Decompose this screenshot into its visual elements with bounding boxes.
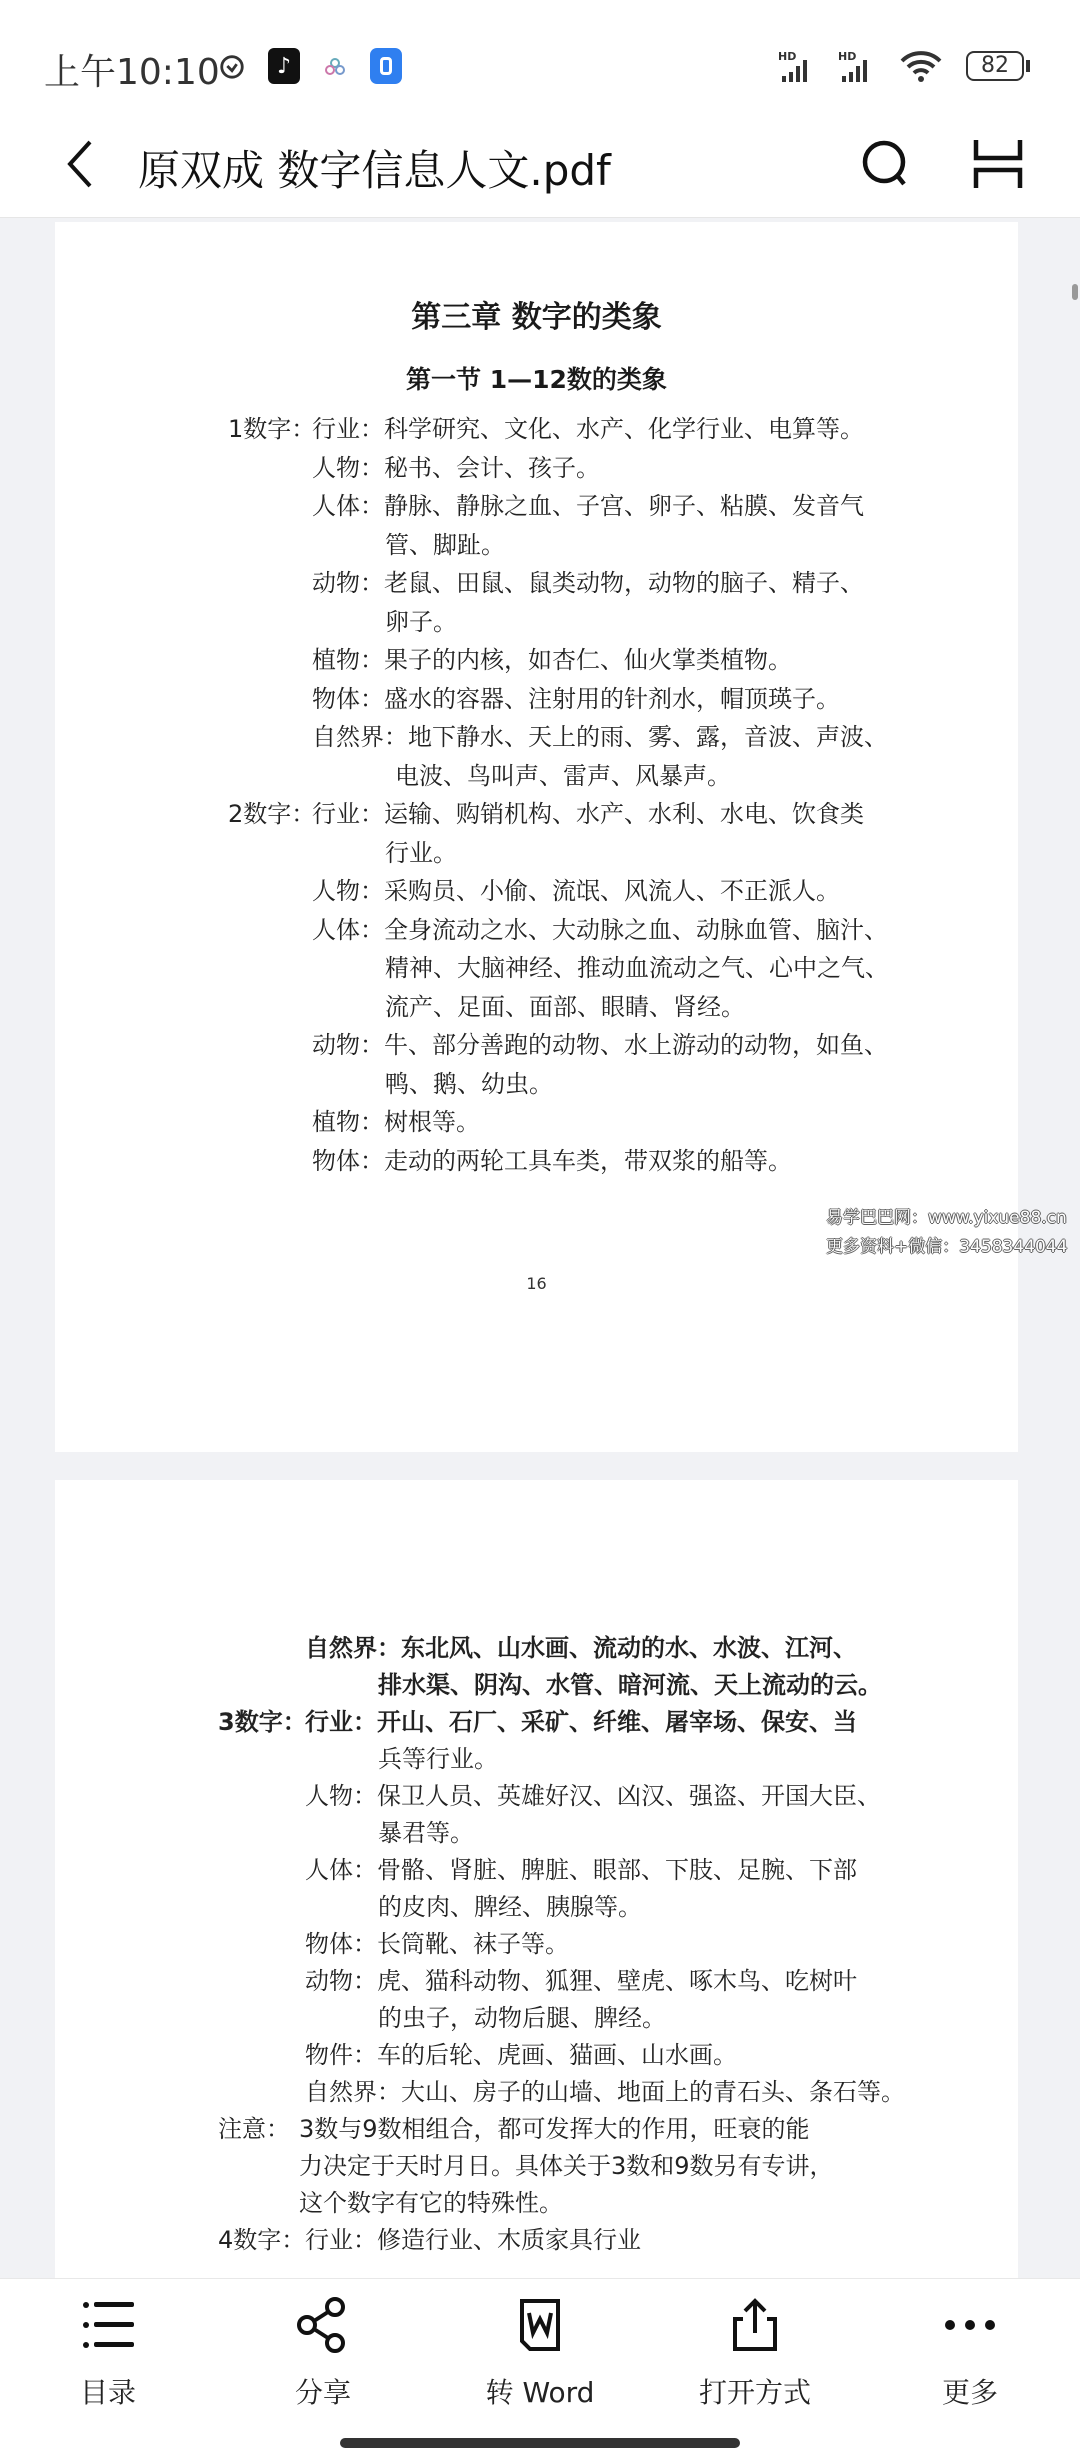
- word-convert-icon: [512, 2297, 568, 2353]
- line-text: 电波、鸟叫声、雷声、风暴声。: [395, 761, 731, 790]
- line-text: 虎、猫科动物、狐狸、壁虎、啄木鸟、吃树叶: [377, 1967, 857, 1995]
- category-label: 物体：: [312, 1146, 384, 1175]
- line-text: 长筒靴、袜子等。: [377, 1930, 569, 1958]
- text-line: [218, 1852, 905, 1889]
- category-label: 动物：: [312, 1031, 384, 1059]
- pdf-page-16: [55, 222, 1018, 1452]
- line-text: 卵子。: [385, 607, 457, 636]
- line-text: 老鼠、田鼠、鼠类动物，动物的脑子、精子、: [384, 569, 864, 597]
- more-icon: [942, 2297, 998, 2353]
- line-text: 车的后轮、虎画、猫画、山水画。: [377, 2041, 737, 2069]
- category-label: 动物：: [305, 1967, 377, 1995]
- text-line: [218, 2185, 905, 2222]
- line-text: 鸭、鹅、幼虫。: [385, 1069, 553, 1098]
- category-label: 植物：: [312, 646, 384, 674]
- status-bar: [0, 0, 1080, 120]
- text-line: [228, 1065, 889, 1104]
- category-label: 行业：: [305, 1708, 377, 1736]
- text-line: [218, 1963, 905, 2000]
- text-line: [228, 949, 889, 988]
- text-line: [228, 834, 889, 873]
- line-text: 东北风、山水画、流动的水、水波、江河、: [401, 1634, 857, 1662]
- text-line: [218, 1926, 905, 1963]
- pdf-page-17: [55, 1480, 1018, 2380]
- battery-level: 82: [966, 51, 1024, 81]
- text-line: [218, 2074, 905, 2111]
- text-line: [218, 1704, 905, 1741]
- text-line: [218, 1630, 905, 1667]
- alarm-icon: [218, 48, 246, 84]
- text-line: [228, 449, 889, 488]
- text-line: [218, 1667, 905, 1704]
- svg-text:HD: HD: [838, 50, 857, 63]
- text-line: [228, 911, 889, 950]
- line-text: 开山、石厂、采矿、纤维、屠宰场、保安、当: [377, 1708, 857, 1736]
- line-text: 运输、购销机构、水产、水利、水电、饮食类: [384, 800, 864, 828]
- number-label: 2数字：: [228, 800, 316, 828]
- text-line: [218, 1889, 905, 1926]
- home-indicator[interactable]: [340, 2438, 740, 2448]
- category-label: 自然界：: [305, 2078, 401, 2106]
- note-label: 注意：: [218, 2115, 290, 2143]
- text-line: [228, 487, 889, 526]
- toolbar-label: 目录: [79, 2376, 136, 2409]
- scrollbar[interactable]: [1072, 284, 1078, 300]
- toolbar-label: 分享: [294, 2376, 351, 2409]
- text-line: [228, 526, 889, 565]
- hd-signal-icon: [838, 48, 888, 84]
- page-number: 16: [526, 1274, 547, 1293]
- line-text: 力决定于天时月日。具体关于3数和9数另有专讲，: [299, 2152, 834, 2180]
- text-line: [218, 1741, 905, 1778]
- text-line: [228, 641, 889, 680]
- app-blue-icon: [370, 48, 402, 84]
- text-line: [228, 795, 889, 834]
- line-text: 秘书、会计、孩子。: [384, 453, 600, 482]
- toolbar-label: 转 Word: [485, 2376, 595, 2409]
- bottom-toolbar: [0, 2278, 1080, 2460]
- line-text: 大山、房子的山墙、地面上的青石头、条石等。: [401, 2078, 905, 2106]
- app-icon: [322, 48, 348, 84]
- toolbar-share-button[interactable]: [223, 2279, 423, 2409]
- list-icon: [80, 2297, 136, 2353]
- toolbar-more-button[interactable]: [870, 2279, 1070, 2409]
- tiktok-icon: ♪: [268, 48, 300, 84]
- category-label: 物体：: [312, 684, 384, 713]
- number-label: 3数字：: [218, 1708, 307, 1736]
- hd-signal-icon: [778, 48, 828, 84]
- line-text: 盛水的容器、注射用的针剂水，帽顶瑛子。: [384, 684, 840, 713]
- wifi-icon: [898, 48, 944, 84]
- category-label: 行业：: [312, 800, 384, 828]
- category-label: 物件：: [305, 2041, 377, 2069]
- text-line: [218, 1815, 905, 1852]
- toolbar-convert-word-button[interactable]: [440, 2279, 640, 2409]
- toolbar-label: 打开方式: [698, 2376, 811, 2409]
- line-text: 兵等行业。: [378, 1745, 498, 1773]
- category-label: 动物：: [312, 569, 384, 597]
- text-line: [228, 757, 889, 796]
- page-mode-icon[interactable]: [968, 134, 1028, 194]
- line-text: 科学研究、文化、水产、化学行业、电算等。: [384, 415, 864, 443]
- text-line: [228, 564, 889, 603]
- toolbar-label: 更多: [941, 2376, 998, 2409]
- line-text: 保卫人员、英雄好汉、凶汉、强盗、开国大臣、: [377, 1782, 881, 1810]
- text-line: [228, 988, 889, 1027]
- open-with-icon: [727, 2297, 783, 2353]
- category-label: 人体：: [305, 1856, 377, 1884]
- line-text: 地下静水、天上的雨、雾、露，音波、声波、: [408, 723, 888, 751]
- category-label: 自然界：: [312, 723, 408, 751]
- chapter-title: 第三章 数字的类象: [411, 300, 662, 335]
- category-label: 人物：: [305, 1782, 377, 1810]
- number-label: 4数字：: [218, 2226, 306, 2254]
- share-icon: [295, 2297, 351, 2353]
- page-text: [218, 1630, 905, 2259]
- line-text: 静脉、静脉之血、子宫、卵子、粘膜、发音气: [384, 492, 864, 520]
- text-line: [218, 2148, 905, 2185]
- category-label: 人体：: [312, 492, 384, 520]
- text-line: [218, 2037, 905, 2074]
- text-line: [228, 1026, 889, 1065]
- line-text: 走动的两轮工具车类，带双浆的船等。: [384, 1146, 792, 1175]
- line-text: 的皮肉、脾经、胰腺等。: [378, 1893, 642, 1921]
- toolbar-open-with-button[interactable]: [655, 2279, 855, 2409]
- status-time: 上午10:10: [44, 52, 220, 93]
- line-text: 牛、部分善跑的动物、水上游动的动物，如鱼、: [384, 1031, 888, 1059]
- category-label: 人物：: [312, 453, 384, 482]
- category-label: 物体：: [305, 1930, 377, 1958]
- watermark-line: 更多资料+微信：3458344044: [826, 1237, 1068, 1257]
- line-text: 行业。: [385, 838, 457, 867]
- line-text: 排水渠、阴沟、水管、暗河流、天上流动的云。: [378, 1671, 882, 1699]
- category-label: 行业：: [312, 415, 384, 443]
- category-label: 自然界：: [305, 1634, 401, 1662]
- number-label: 1数字：: [228, 415, 316, 443]
- text-line: [218, 2222, 905, 2259]
- line-text: 精神、大脑神经、推动血流动之气、心中之气、: [385, 954, 889, 982]
- line-text: 果子的内核，如杏仁、仙火掌类植物。: [384, 646, 792, 674]
- app-header: [0, 120, 1080, 218]
- text-line: [228, 872, 889, 911]
- text-line: [228, 1103, 889, 1142]
- line-text: 修造行业、木质家具行业: [377, 2226, 641, 2254]
- category-label: 行业：: [305, 2226, 377, 2254]
- category-label: 人物：: [312, 877, 384, 905]
- text-line: [228, 680, 889, 719]
- line-text: 树根等。: [384, 1108, 480, 1136]
- document-title: 原双成 数字信息人文.pdf: [138, 146, 611, 195]
- line-text: 流产、足面、面部、眼睛、肾经。: [385, 992, 745, 1021]
- line-text: 暴君等。: [378, 1819, 474, 1847]
- line-text: 3数与9数相组合，都可发挥大的作用，旺衰的能: [299, 2115, 810, 2143]
- back-icon[interactable]: [60, 134, 100, 194]
- text-line: [228, 410, 889, 449]
- section-title: 第一节 1—12数的类象: [406, 365, 667, 394]
- text-line: [218, 2000, 905, 2037]
- category-label: 人体：: [312, 915, 384, 944]
- line-text: 这个数字有它的特殊性。: [299, 2189, 563, 2217]
- text-line: [218, 2111, 905, 2148]
- search-icon[interactable]: [856, 134, 916, 194]
- line-text: 的虫子，动物后腿、脾经。: [378, 2004, 666, 2032]
- text-line: [218, 1778, 905, 1815]
- line-text: 采购员、小偷、流氓、风流人、不正派人。: [384, 877, 840, 905]
- page-text: [228, 410, 889, 1180]
- watermark-line: 易学巴巴网：www.yixue88.cn: [826, 1208, 1067, 1228]
- line-text: 骨骼、肾脏、脾脏、眼部、下肢、足腕、下部: [377, 1856, 857, 1884]
- line-text: 管、脚趾。: [385, 530, 505, 559]
- category-label: 植物：: [312, 1108, 384, 1136]
- battery-icon: [964, 48, 1032, 84]
- toolbar-toc-button[interactable]: [8, 2279, 208, 2409]
- svg-text:HD: HD: [778, 50, 797, 63]
- text-line: [228, 603, 889, 642]
- line-text: 全身流动之水、大动脉之血、动脉血管、脑汁、: [384, 915, 888, 944]
- text-line: [228, 1142, 889, 1181]
- text-line: [228, 718, 889, 757]
